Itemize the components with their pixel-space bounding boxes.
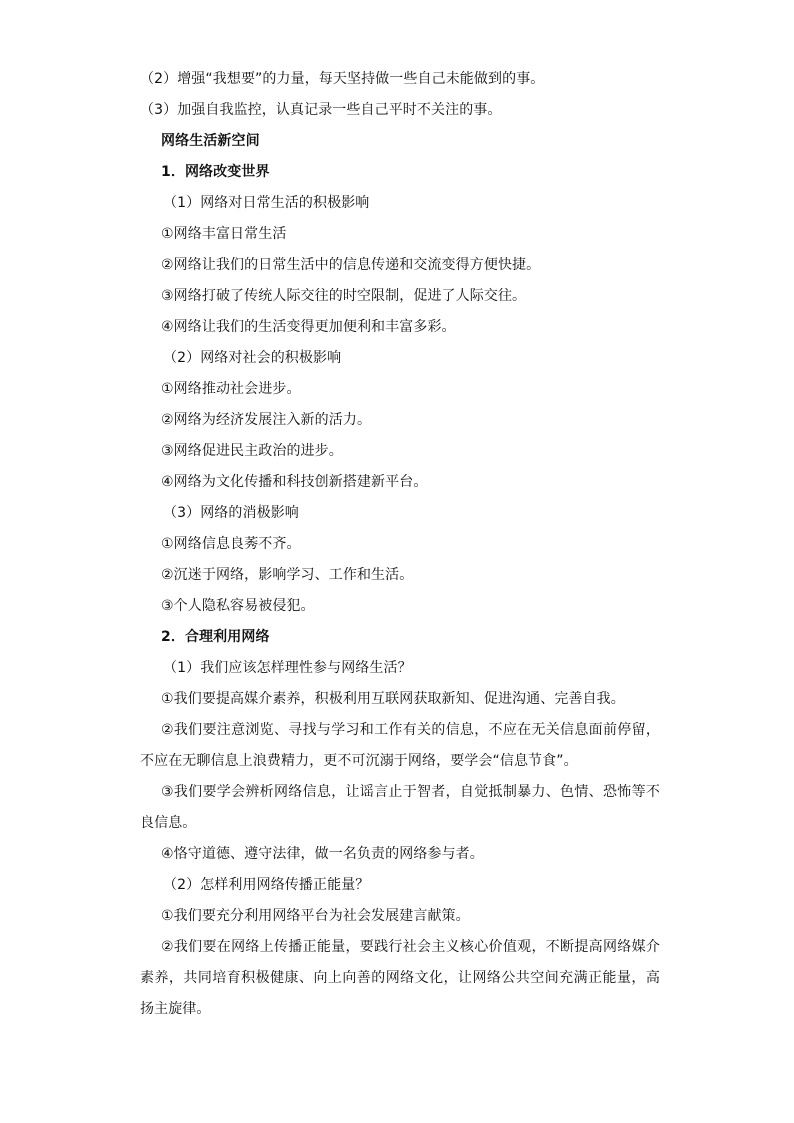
document-body: [140, 64, 660, 1025]
part2-sub1-item-3: ③我们要学会辨析网络信息，让谣言止于智者，自觉抵制暴力、色情、恐怖等不良信息。: [140, 784, 660, 831]
part2-sub2-item-1: ①我们要充分利用网络平台为社会发展建言献策。: [161, 908, 470, 924]
part1-sub2-item-3: ③网络促进民主政治的进步。: [161, 443, 343, 459]
part1-title: 1．网络改变世界: [161, 164, 270, 180]
part1-sub3-item-1: ①网络信息良莠不齐。: [161, 536, 301, 552]
part1-sub2-item-1: ①网络推动社会进步。: [161, 381, 301, 397]
part1-sub3-item-3: ③个人隐私容易被侵犯。: [161, 598, 315, 614]
intro-line-3: （3）加强自我监控，认真记录一些自己平时不关注的事。: [140, 102, 502, 118]
part1-sub2-title: （2）网络对社会的积极影响: [163, 350, 342, 366]
part1-sub1-item-1: ①网络丰富日常生活: [161, 226, 287, 242]
part2-title: 2．合理利用网络: [161, 629, 270, 645]
part1-sub1-item-2: ②网络让我们的日常生活中的信息传递和交流变得方便快捷。: [161, 257, 541, 273]
part1-sub1-item-4: ④网络让我们的生活变得更加便利和丰富多彩。: [161, 319, 456, 335]
part1-sub1-item-3: ③网络打破了传统人际交往的时空限制，促进了人际交往。: [161, 288, 527, 304]
part2-sub2-title: （2）怎样利用网络传播正能量？: [163, 877, 370, 893]
part2-sub1-item-1: ①我们要提高媒介素养，积极利用互联网获取新知、促进沟通、完善自我。: [161, 691, 625, 707]
part1-sub2-item-2: ②网络为经济发展注入新的活力。: [161, 412, 372, 428]
section-title: 网络生活新空间: [161, 133, 260, 149]
part2-sub2-item-2: ②我们要在网络上传播正能量，要践行社会主义核心价值观，不断提高网络媒介素养，共同培育积极健康、向上向善的网络文化，让网络公共空间充满正能量，高扬主旋律。: [140, 939, 660, 1017]
part1-sub1-title: （1）网络对日常生活的积极影响: [163, 195, 370, 211]
part1-sub2-item-4: ④网络为文化传播和科技创新搭建新平台。: [161, 474, 428, 490]
intro-line-2: （2）增强“我想要”的力量，每天坚持做一些自己未能做到的事。: [140, 71, 545, 87]
part2-sub1-title: （1）我们应该怎样理性参与网络生活？: [163, 660, 412, 676]
part2-sub1-item-2: ②我们要注意浏览、寻找与学习和工作有关的信息，不应在无关信息面前停留，不应在无聊信息上浪费精力，更不可沉溺于网络，要学会“信息节食”。: [140, 722, 660, 769]
part1-sub3-title: （3）网络的消极影响: [163, 505, 299, 521]
part2-sub1-item-4: ④恪守道德、遵守法律，做一名负责的网络参与者。: [161, 846, 484, 862]
part1-sub3-item-2: ②沉迷于网络，影响学习、工作和生活。: [161, 567, 414, 583]
